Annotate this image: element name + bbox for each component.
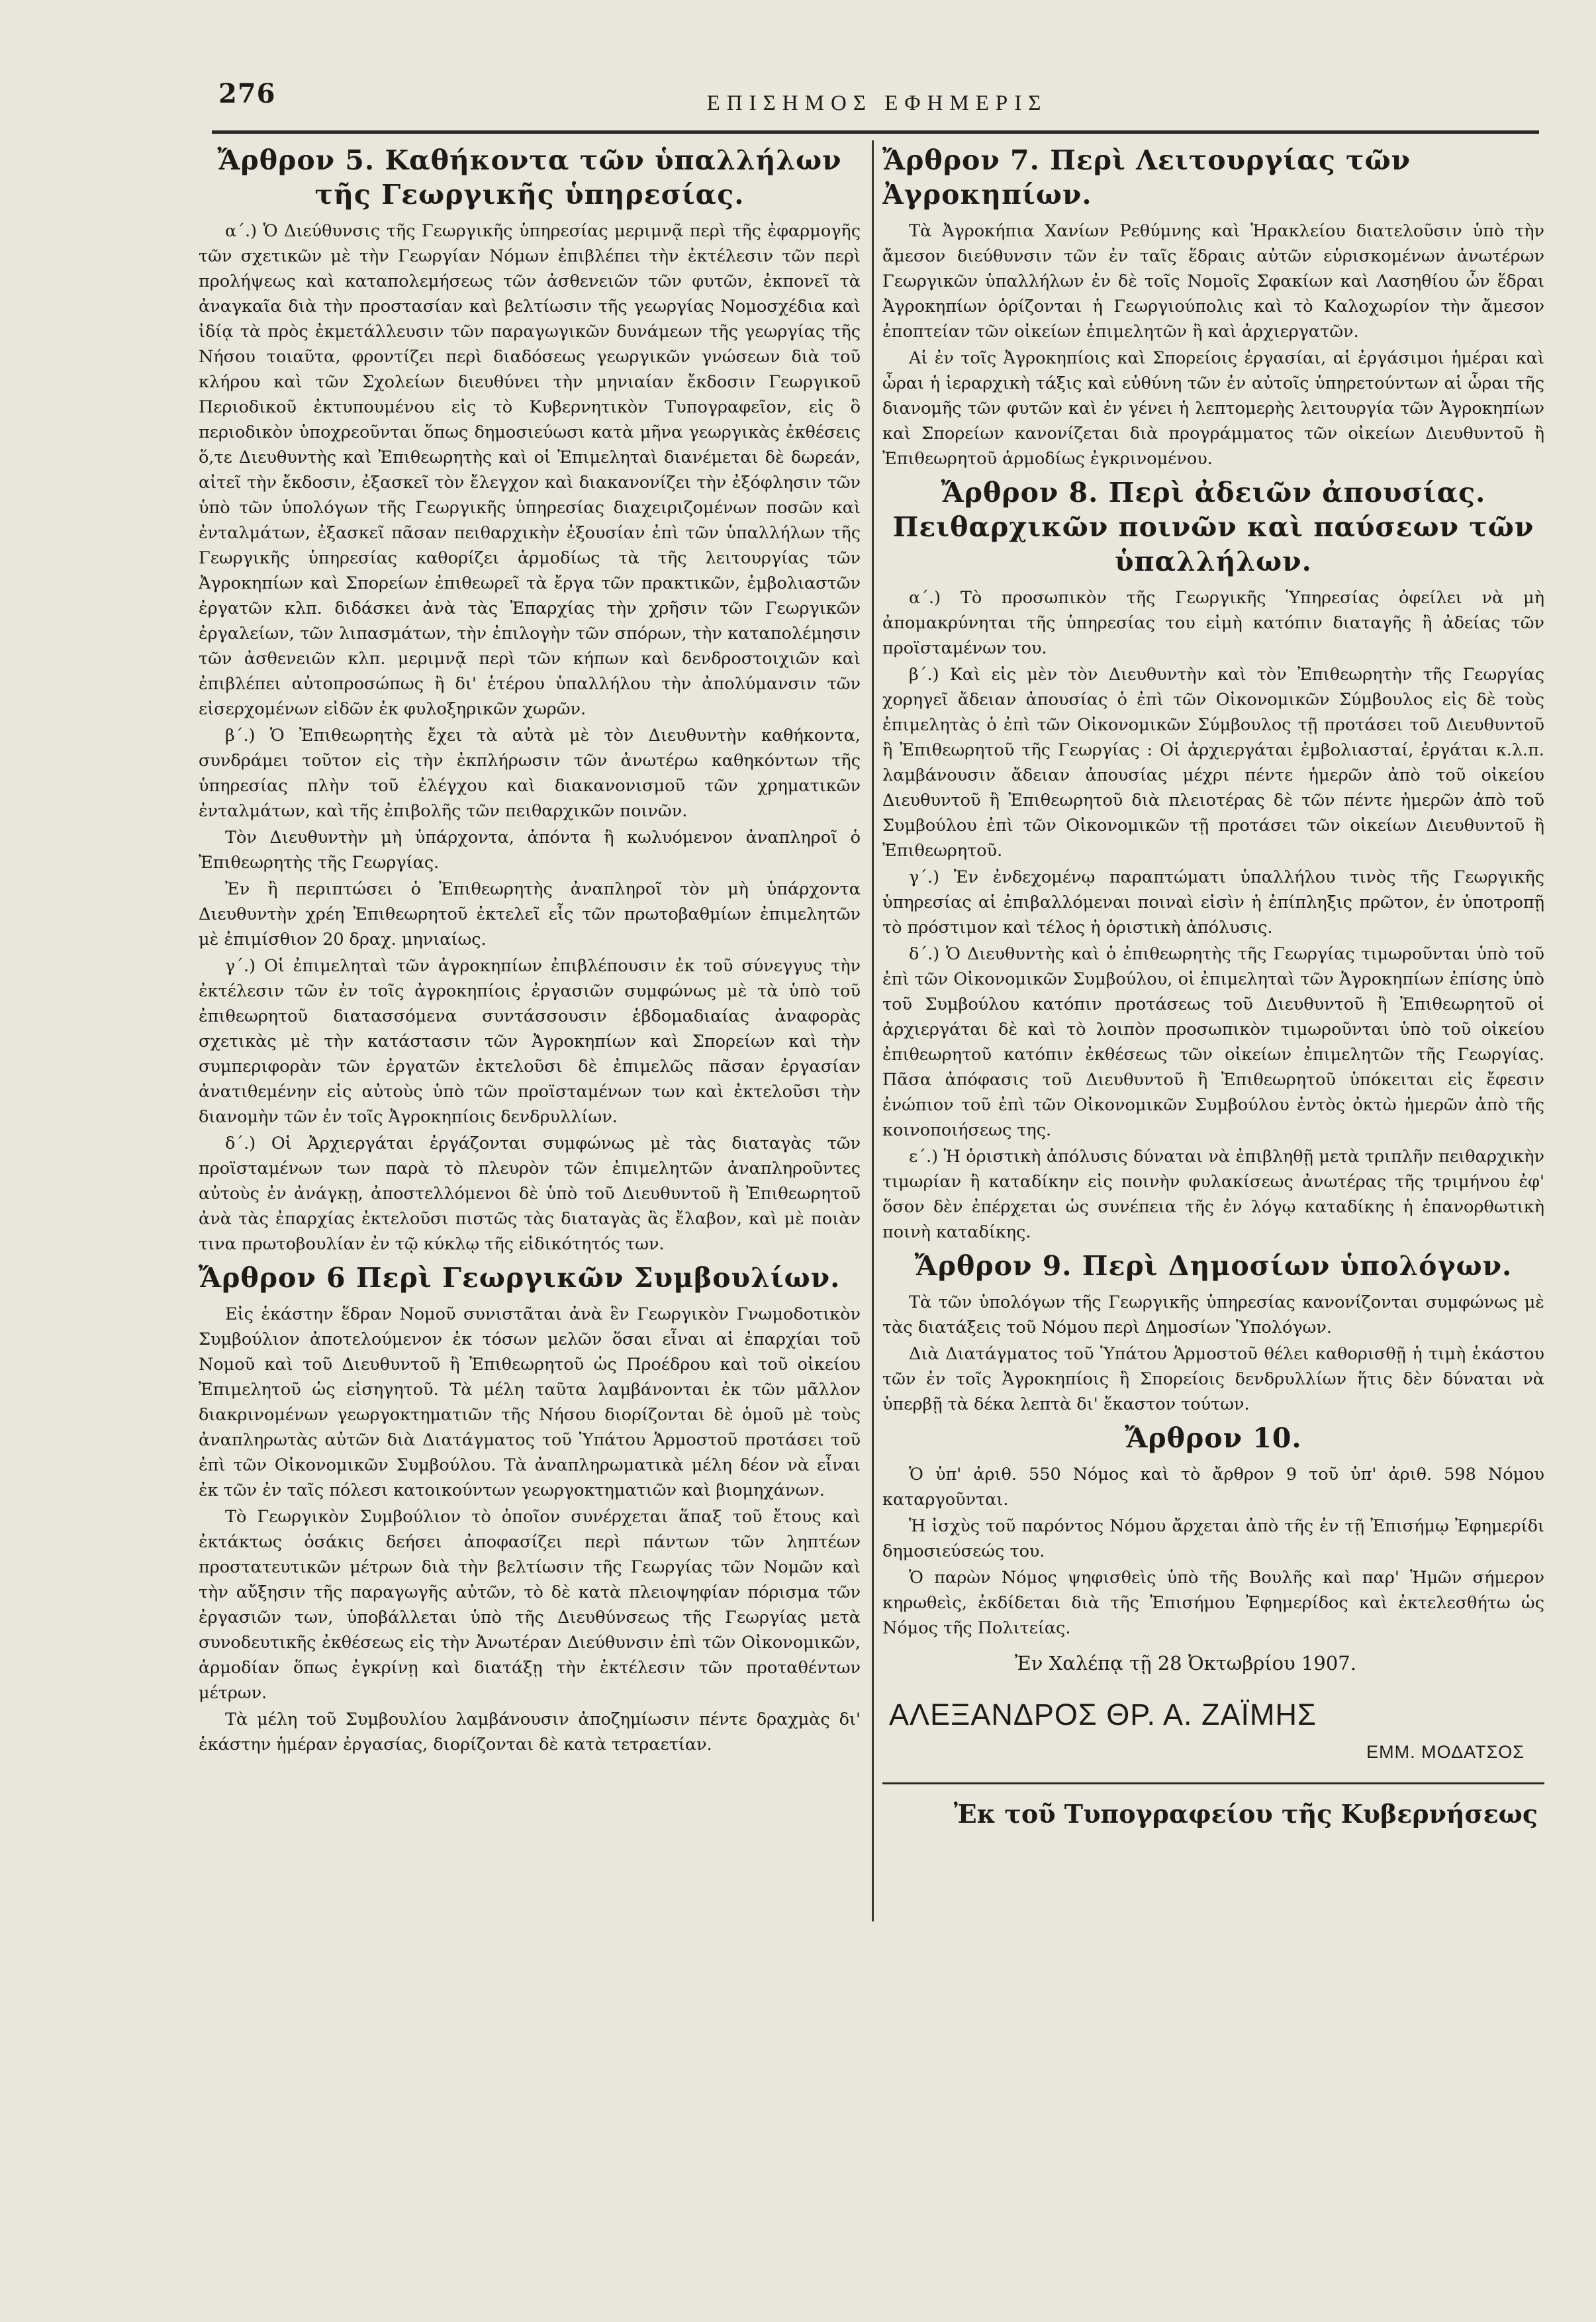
place-date: Ἐν Χαλέπᾳ τῇ 28 Ὀκτωβρίου 1907. [1015, 1652, 1356, 1674]
article-10-paragraph-2: Ἡ ἰσχὺς τοῦ παρόντος Νόμου ἄρχεται ἀπὸ τῆς ἐν τῇ Ἐπισήμῳ Ἐφημερίδι δημοσιεύσεώς του. [882, 1516, 1544, 1561]
article-8-paragraph-d: δ΄.) Ὁ Διευθυντὴς καὶ ὁ ἐπιθεωρητὴς τῆς Γεωργίας τιμωροῦνται ὑπὸ τοῦ ἐπὶ τῶν Οἰκονομικῶν Συμβούλου, οἱ ἐπιμεληταὶ τῶν Ἀγροκηπίων ἐπίσης ὑπὸ τοῦ Συμβούλου κατόπιν προτάσεως τοῦ Διευθυντοῦ ἢ Ἐπιθεωρητοῦ οἱ ἀρχιεργάται δὲ καὶ τὸ λοιπὸν προσωπικὸν τιμωροῦνται ὑπὸ τοῦ οἰκείου ἐπιθεωρητοῦ κατόπιν ἐκθέσεως τῶν οἰκείων ἐπιμελητῶν τῆς Γεωργίας. Πᾶσα ἀπόφασις τοῦ Διευθυντοῦ ἢ Ἐπιθεωρητοῦ ὑπόκειται εἰς ἔφεσιν ἐνώπιον τοῦ ἐπὶ τῶν Οἰκονομικῶν Συμβούλου ἐντὸς ὀκτὼ ἡμερῶν ἀπὸ τῆς κοινοποιήσεως της. [882, 944, 1544, 1140]
article-5-paragraph-a: α΄.) Ὁ Διεύθυνσις τῆς Γεωργικῆς ὑπηρεσίας μεριμνᾷ περὶ τῆς ἐφαρμογῆς τῶν σχετικῶν μὲ τὴν Γεωργίαν Νόμων ἐπιβλέπει τὴν ἐκτέλεσιν τῶν περὶ προλήψεως καὶ καταπολεμήσεως τῶν ἀσθενειῶν τῶν φυτῶν, ἐκπονεῖ τὰ ἀναγκαῖα διὰ τὴν προστασίαν καὶ βελτίωσιν τῆς γεωργίας Νομοσχέδια καὶ ἰδίᾳ τὰ πρὸς ἐκμετάλλευσιν τῶν παραγωγικῶν δυνάμεων τῆς γεωργίας τῆς Νήσου τοιαῦτα, φροντίζει περὶ διαδόσεως γεωργικῶν γνώσεων διὰ τοῦ κλήρου καὶ τῶν Σχολείων διευθύνει τὴν μηνιαίαν ἔκδοσιν Γεωργικοῦ Περιοδικοῦ ἐκτυπουμένου εἰς τὸ Κυβερνητικὸν Τυπογραφεῖον, εἰς ὃ περιοδικὸν ὑποχρεοῦνται ὅπως δημοσιεύωσι κατὰ μῆνα γεωργικὰς ἐκθέσεις ὅ,τε Διευθυντὴς καὶ Ἐπιθεωρητὴς καὶ οἱ Ἐπιμεληταὶ διανέμεται δὲ δωρεάν, αἰτεῖ τὴν ἔκδοσιν, ἐξασκεῖ τὸν ἔλεγχον καὶ διακανονίζει τὴν ἐξόφλησιν τῶν ὑπὸ τῶν ὑπολόγων τῆς Γεωργικῆς ὑπηρεσίας διαχειριζομένων ποσῶν καὶ ἐνταλμάτων, ἐξασκεῖ πᾶσαν πειθαρχικὴν ἐξουσίαν ἐπὶ τῶν ὑπαλλήλων τῆς Γεωργικῆς ὑπηρεσίας καθορίζει ἁρμοδίως τὰ τῆς λειτουργίας τῶν Ἀγροκηπίων καὶ Σπορείων ἐπιθεωρεῖ τὰ ἔργα τῶν πρακτικῶν, ἐμβολιαστῶν ἐργατῶν κλπ. διδάσκει ἀνὰ τὰς Ἐπαρχίας τὴν χρῆσιν τῶν Γεωργικῶν ἐργαλείων, τῶν λιπασμάτων, τὴν ἐπιλογὴν τῶν σπόρων, τὴν καταπολέμησιν τῶν ἀσθενειῶν κλπ. μεριμνᾷ περὶ τῶν κήπων καὶ δενδροστοιχιῶν καὶ ἐπιβλέπει αὐτοπροσώπως ἢ δι' ἑτέρου ὑπαλλήλου τὴν ἀπολύμανσιν τῶν εἰσερχομένων εἰδῶν ἐκ φυλοξηρικῶν χωρῶν. [199, 221, 861, 719]
article-5-paragraph-b3: Ἐν ἢ περιπτώσει ὁ Ἐπιθεωρητὴς ἀναπληροῖ τὸν μὴ ὑπάρχοντα Διευθυντὴν χρέη Ἐπιθεωρητοῦ ἐκτελεῖ εἷς τῶν πρωτοβαθμίων ἐπιμελητῶν μὲ ἐπιμίσθιον 20 δραχ. μηνιαίως. [199, 879, 861, 949]
footer-rule [882, 1782, 1544, 1784]
article-5-heading: Ἄρθρον 5. Καθήκοντα τῶν ὑπαλλήλων τῆς Γεωργικῆς ὑπηρεσίας. [217, 144, 842, 211]
right-column [882, 139, 1544, 2304]
article-5-paragraph-b2: Τὸν Διευθυντὴν μὴ ὑπάρχοντα, ἀπόντα ἢ κωλυόμενον ἀναπληροῖ ὁ Ἐπιθεωρητὴς τῆς Γεωργίας. [199, 828, 861, 873]
article-8-paragraph-c: γ΄.) Ἐν ἐνδεχομένῳ παραπτώματι ὑπαλλήλου τινὸς τῆς Γεωργικῆς ὑπηρεσίας αἱ ἐπιβαλλόμεναι ποιναὶ εἰσὶν ἡ ἐπίπληξις πρῶτον, ἐν ὑποτροπῇ τὸ πρόστιμον καὶ τέλος ἡ ὁριστικὴ ἀπόλυσις. [882, 867, 1544, 938]
article-8-paragraph-b: β΄.) Καὶ εἰς μὲν τὸν Διευθυντὴν καὶ τὸν Ἐπιθεωρητὴν τῆς Γεωργίας χορηγεῖ ἄδειαν ἀπουσίας ὁ ἐπὶ τῶν Οἰκονομικῶν Σύμβουλος εἰς δὲ τοὺς ἐπιμελητὰς ὁ ἐπὶ τῶν Οἰκονομικῶν Σύμβουλος τῇ προτάσει τοῦ Διευθυντοῦ ἢ Ἐπιθεωρητοῦ τῆς Γεωργίας : Οἱ ἀρχιεργάται ἐμβολιασταί, ἐργάται κ.λ.π. λαμβάνουσιν ἄδειαν ἀπουσίας μέχρι πέντε ἡμερῶν ἀπὸ τοῦ οἰκείου Διευθυντοῦ ἢ Ἐπιθεωρητοῦ διὰ πλειοτέρας δὲ τῶν πέντε ἡμερῶν ἀπὸ τοῦ Συμβούλου ἐπὶ τῶν Οἰκονομικῶν τῇ προτάσει τῶν οἰκείων Διευθυντοῦ ἢ Ἐπιθεωρητοῦ. [882, 665, 1544, 861]
article-8-heading: Ἄρθρον 8. Περὶ ἀδειῶν ἀπουσίας. Πειθαρχικῶν ποινῶν καὶ παύσεων τῶν ὑπαλλήλων. [892, 477, 1534, 577]
article-9-paragraph-1: Τὰ τῶν ὑπολόγων τῆς Γεωργικῆς ὑπηρεσίας κανονίζονται συμφώνως μὲ τὰς διατάξεις τοῦ Νόμου περὶ Δημοσίων Ὑπολόγων. [882, 1292, 1544, 1337]
article-8-paragraph-e: ε΄.) Ἡ ὁριστικὴ ἀπόλυσις δύναται νὰ ἐπιβληθῇ μετὰ τριπλῆν πειθαρχικὴν τιμωρίαν ἢ καταδίκην εἰς ποινὴν φυλακίσεως ἀνωτέρας τῆς τριμήνου ἐφ' ὅσον δὲν ἐπέρχεται ὡς συνέπεια τῆς ἐν λόγῳ καταδίκης ἡ ἐπανορθωτικὴ ποινὴ καταδίκης. [882, 1147, 1544, 1242]
article-8-paragraph-a: α΄.) Τὸ προσωπικὸν τῆς Γεωργικῆς Ὑπηρεσίας ὀφείλει νὰ μὴ ἀπομακρύνηται τῆς ὑπηρεσίας του εἰμὴ κατόπιν διαταγῆς ἢ ἀδείας τῶν προϊσταμένων του. [882, 588, 1544, 658]
signature-second: ΕΜΜ. ΜΟΔΑΤΣΟΣ [1366, 1742, 1525, 1762]
page-number: 276 [218, 78, 276, 109]
page-header [218, 78, 1536, 131]
signature-main: ΑΛΕΞΑΝΔΡΟΣ ΘΡ. Α. ΖΑΪΜΗΣ [889, 1698, 1317, 1731]
printer-line: Ἐκ τοῦ Τυπογραφείου τῆς Κυβερνήσεως [953, 1799, 1538, 1829]
article-10-paragraph-3: Ὁ παρὼν Νόμος ψηφισθεὶς ὑπὸ τῆς Βουλῆς καὶ παρ' Ἡμῶν σήμερον κηρωθεὶς, ἐκδίδεται διὰ τῆς Ἐπισήμου Ἐφημερίδος καὶ ἐκτελεσθήτω ὡς Νόμος τῆς Πολιτείας. [882, 1568, 1544, 1638]
article-10-heading: Ἄρθρον 10. [1125, 1422, 1302, 1454]
article-9-heading: Ἄρθρον 9. Περὶ Δημοσίων ὑπολόγων. [914, 1250, 1513, 1282]
article-7-paragraph-2: Αἱ ἐν τοῖς Ἀγροκηπίοις καὶ Σπορείοις ἐργασίαι, αἱ ἐργάσιμοι ἡμέραι καὶ ὧραι ἡ ἱεραρχικὴ τάξις καὶ εὐθύνη τῶν ἐν αὐτοῖς ὑπηρετούντων αἱ ὧραι τῆς διανομῆς τῶν φυτῶν καὶ ἐν γένει ἡ λεπτομερὴς λειτουργία τῶν Ἀγροκηπίων καὶ Σπορείων κανονίζεται διὰ προγράμματος τῶν οἰκείων Διευθυντοῦ ἢ Ἐπιθεωρητοῦ ἁρμοδίως ἐγκρινομένου. [882, 348, 1544, 469]
article-5-paragraph-d: δ΄.) Οἱ Ἀρχιεργάται ἐργάζονται συμφώνως μὲ τὰς διαταγὰς τῶν προϊσταμένων των παρὰ τὸ πλευρὸν τῶν ἐπιμελητῶν ἀναπληροῦντες αὐτοὺς ἐν ἀνάγκῃ, ἀποστελλόμενοι δὲ ὑπὸ τοῦ Διευθυντοῦ ἢ Ἐπιθεωρητοῦ ἀνὰ τὰς ἐπαρχίας ἐκτελοῦσι πιστῶς τὰς διαταγὰς ἃς ἔλαβον, καὶ μὲ ποιὰν τινα πρωτοβουλίαν ἐν τῷ κύκλῳ τῆς εἰδικότητός των. [199, 1134, 861, 1254]
header-rule [212, 130, 1539, 134]
article-6-paragraph-2: Τὸ Γεωργικὸν Συμβούλιον τὸ ὁποῖον συνέρχεται ἅπαξ τοῦ ἔτους καὶ ἐκτάκτως ὁσάκις δεήσει ἀποφασίζει περὶ πάντων τῶν ληπτέων προστατευτικῶν μέτρων διὰ τὴν βελτίωσιν τῆς Γεωργίας τῶν Νομῶν καὶ τὴν αὔξησιν τῆς παραγωγῆς αὐτῶν, τὸ δὲ κατὰ πλειοψηφίαν πόρισμα τῶν ἐργασιῶν των, ὑποβάλλεται ὑπὸ τῆς Διευθύνσεως τῆς Γεωργίας μετὰ συνοδευτικῆς ἐκθέσεως εἰς τὴν Ἀνωτέραν Διεύθυνσιν ἐπὶ τῶν Οἰκονομικῶν, ἁρμοδίαν ὅπως ἐγκρίνῃ καὶ διατάξῃ τὴν ἐκτέλεσιν τῶν προταθέντων μέτρων. [199, 1507, 861, 1703]
article-6-heading: Ἄρθρον 6 Περὶ Γεωργικῶν Συμβουλίων. [199, 1262, 841, 1294]
column-divider [872, 140, 874, 1921]
article-7-paragraph-1: Τὰ Ἀγροκήπια Χανίων Ρεθύμνης καὶ Ἡρακλείου διατελοῦσιν ὑπὸ τὴν ἄμεσον διεύθυνσιν τῶν ἐν ταῖς ἕδραις αὐτῶν εὑρισκομένων ἀνωτέρων Γεωργικῶν ὑπαλλήλων ἐν δὲ τοῖς Νομοῖς Σφακίων καὶ Λασηθίου ὧν ἕδραι Ἀγροκηπίων ὁρίζονται ἡ Γεωργιούπολις καὶ τὸ Καλοχωρίον τὴν ἄμεσον ἐποπτείαν τῶν οἰκείων ἐπιμελητῶν ἢ καὶ ἀρχιεργατῶν. [882, 221, 1544, 342]
article-5-paragraph-b: β΄.) Ὁ Ἐπιθεωρητὴς ἔχει τὰ αὐτὰ μὲ τὸν Διευθυντὴν καθήκοντα, συνδράμει τοῦτον εἰς τὴν ἐκπλήρωσιν τῶν ἀνωτέρω καθηκόντων τῆς ὑπηρεσίας πλὴν τοῦ ἐλέγχου καὶ διακανονισμοῦ τῶν χρηματικῶν ἐνταλμάτων, καὶ τῆς ἐπιβολῆς τῶν πειθαρχικῶν ποινῶν. [199, 726, 861, 821]
gazette-title: ΕΠΙΣΗΜΟΣ ΕΦΗΜΕΡΙΣ [706, 91, 1048, 115]
article-7-heading: Ἄρθρον 7. Περὶ Λειτουργίας τῶν Ἀγροκηπίων. [882, 144, 1411, 211]
article-5-paragraph-c: γ΄.) Οἱ ἐπιμεληταὶ τῶν ἀγροκηπίων ἐπιβλέπουσιν ἐκ τοῦ σύνεγγυς τὴν ἐκτέλεσιν τῶν ἐν τοῖς ἀγροκηπίοις ἐργασιῶν συμφώνως μὲ τὰ ὑπὸ τοῦ ἐπιθεωρητοῦ διατασσόμενα συντάσσουσιν ἑβδομαδιαίας ἀναφορὰς σχετικὰς μὲ τὴν κατάστασιν τῶν Ἀγροκηπίων καὶ Σπορείων καὶ τὴν συμπεριφορὰν τῶν ἐργατῶν ἐκτελοῦσι δὲ ἐπιμελῶς πᾶσαν ἐργασίαν ἀνατιθεμένην εἰς αὐτοὺς ὑπὸ τῶν προϊσταμένων των καὶ ἐκτελοῦσι τὴν διανομὴν τῶν ἐν τοῖς Ἀγροκηπίοις δενδρυλλίων. [199, 956, 861, 1127]
article-10-paragraph-1: Ὁ ὑπ' ἀριθ. 550 Νόμος καὶ τὸ ἄρθρον 9 τοῦ ὑπ' ἀριθ. 598 Νόμου καταργοῦνται. [882, 1465, 1544, 1510]
article-6-paragraph-1: Εἰς ἑκάστην ἕδραν Νομοῦ συνιστᾶται ἀνὰ ἓν Γεωργικὸν Γνωμοδοτικὸν Συμβούλιον ἀποτελούμενον ἐκ τόσων μελῶν ὅσαι εἶναι αἱ ἐπαρχίαι τοῦ Νομοῦ καὶ τοῦ Διευθυντοῦ ἢ Ἐπιθεωρητοῦ ὡς Προέδρου καὶ τοῦ οἰκείου Ἐπιμελητοῦ ὡς εἰσηγητοῦ. Τὰ μέλη ταῦτα λαμβάνονται ἐκ τῶν μᾶλλον διακρινομένων γεωργοκτηματιῶν τῆς Νήσου διορίζονται δὲ ὁμοῦ μὲ τοὺς ἀναπληρωτὰς αὐτῶν διὰ Διατάγματος τοῦ Ὑπάτου Ἁρμοστοῦ προτάσει τοῦ ἐπὶ τῶν Οἰκονομικῶν Συμβούλου. Τὰ ἀναπληρωματικὰ μέλη δέον νὰ εἶναι ἐκ τῶν ἐν ταῖς πόλεσι κατοικούντων γεωργοκτηματιῶν καὶ βιομηχάνων. [199, 1304, 861, 1500]
article-9-paragraph-2: Διὰ Διατάγματος τοῦ Ὑπάτου Ἁρμοστοῦ θέλει καθορισθῇ ἡ τιμὴ ἑκάστου τῶν ἐν τοῖς Ἀγροκηπίοις ἢ Σπορείοις δενδρυλλίων ἥτις δὲν δύναται νὰ ὑπερβῇ τὰ δέκα λεπτὰ δι' ἕκαστον τούτων. [882, 1344, 1544, 1414]
article-6-paragraph-3: Τὰ μέλη τοῦ Συμβουλίου λαμβάνουσιν ἀποζημίωσιν πέντε δραχμὰς δι' ἑκάστην ἡμέραν ἐργασίας, διορίζονται δὲ κατὰ τετραετίαν. [199, 1710, 861, 1755]
left-column [199, 139, 861, 2238]
